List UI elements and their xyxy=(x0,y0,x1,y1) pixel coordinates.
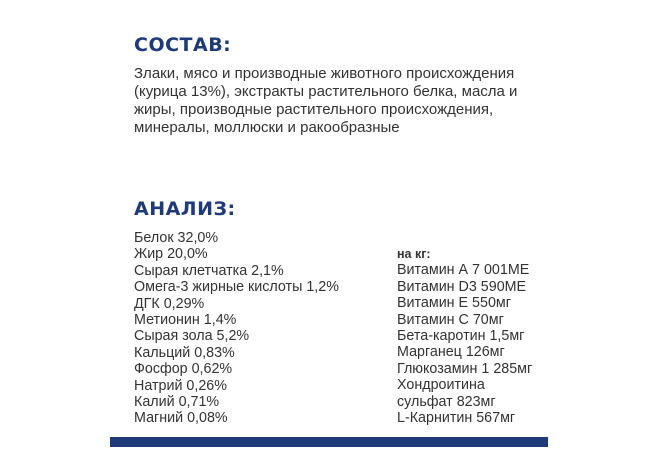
composition-title: СОСТАВ: xyxy=(134,34,232,56)
additive-item: Витамин Е 550мг xyxy=(397,295,511,312)
nutrient-item: Жир 20,0% xyxy=(134,246,208,263)
nutrient-item: Кальций 0,83% xyxy=(134,344,235,361)
additive-item: Глюкозамин 1 285мг xyxy=(397,360,533,377)
additive-item: Витамин D3 590МЕ xyxy=(397,278,527,295)
additive-item: Бета-каротин 1,5мг xyxy=(397,328,525,345)
nutrient-item: Магний 0,08% xyxy=(134,410,228,427)
nutrient-item: Сырая зола 5,2% xyxy=(134,328,250,345)
nutrient-list xyxy=(134,230,364,427)
additive-item: Марганец 126мг xyxy=(397,344,505,361)
additive-item: L-Карнитин 567мг xyxy=(397,410,516,427)
additive-item: Витамин С 70мг xyxy=(397,311,504,328)
additive-list xyxy=(397,246,587,426)
analysis-title: АНАЛИЗ: xyxy=(134,198,236,220)
nutrient-item: Белок 32,0% xyxy=(134,230,219,246)
nutrient-item: Омега-3 жирные кислоты 1,2% xyxy=(134,279,339,296)
nutrient-item: ДГК 0,29% xyxy=(134,295,205,312)
additive-item: Витамин А 7 001МЕ xyxy=(397,262,530,279)
composition-text: Злаки, мясо и производные животного происхождения (курица 13%), экстракты растительного белка, масла и жиры, производные растительного происхождения, минералы, моллюски и ракообразные xyxy=(134,65,518,136)
nutrient-item: Натрий 0,26% xyxy=(134,377,227,394)
footer-bar xyxy=(110,437,548,447)
nutrient-item: Фосфор 0,62% xyxy=(134,361,233,378)
additive-item: Хондроитина xyxy=(397,377,485,394)
nutrient-item: Сырая клетчатка 2,1% xyxy=(134,262,284,279)
nutrient-item: Метионин 1,4% xyxy=(134,312,237,329)
additive-item: сульфат 823мг xyxy=(397,393,496,410)
per-kg-label: на кг: xyxy=(397,247,431,261)
nutrient-item: Калий 0,71% xyxy=(134,394,220,411)
